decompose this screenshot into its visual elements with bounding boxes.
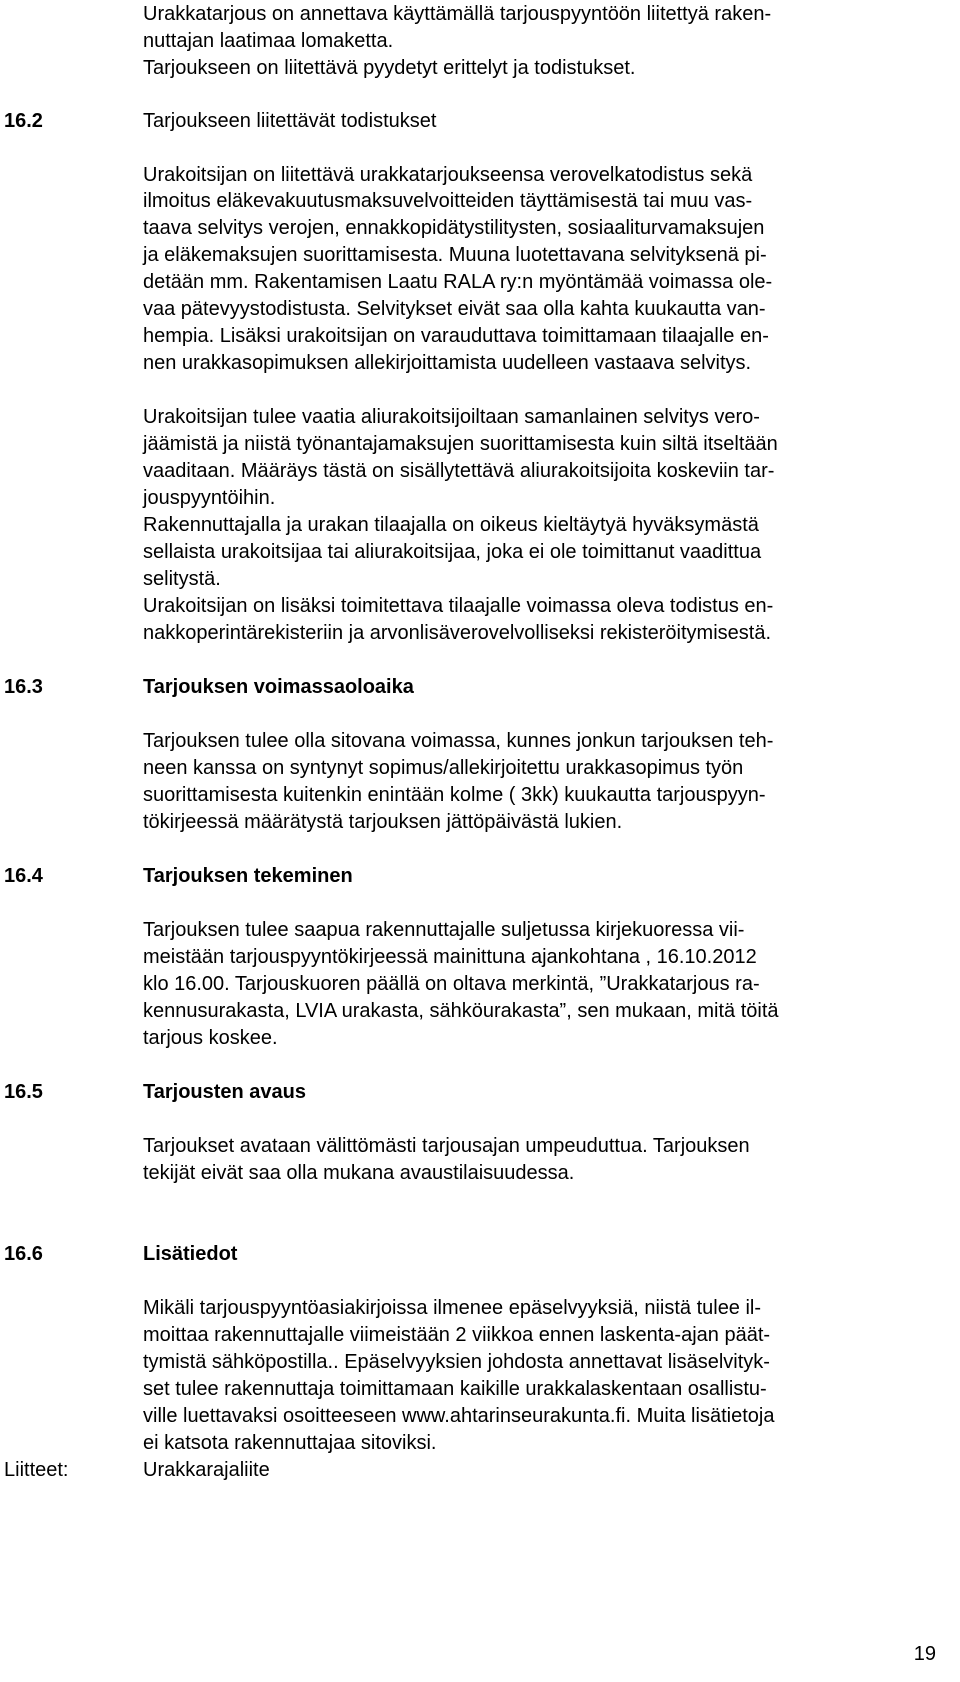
paragraph-line: set tulee rakennuttaja toimittamaan kaikille urakkalaskentaan osallistu-: [143, 1378, 767, 1400]
paragraph-line: nen urakkasopimuksen allekirjoittamista uudelleen vastaava selvitys.: [143, 352, 752, 374]
paragraph-line: ja eläkemaksujen suorittamisesta. Muuna luotettavana selvityksenä pi-: [143, 244, 767, 266]
paragraph-line: tymistä sähköpostilla.. Epäselvyyksien johdosta annettavat lisäselvityk-: [143, 1351, 770, 1373]
paragraph-line: meistään tarjouspyyntökirjeessä mainittuna ajankohtana , 16.10.2012: [143, 946, 757, 968]
section-title: Tarjousten avaus: [143, 1081, 307, 1103]
attachments-label: Liitteet:: [4, 1459, 69, 1481]
paragraph-line: Urakoitsijan on liitettävä urakkatarjoukseensa verovelkatodistus sekä: [143, 164, 753, 186]
paragraph-line: vaaditaan. Määräys tästä on sisällytettävä aliurakoitsijoita koskeviin tar-: [143, 460, 775, 482]
intro-line: nuttajan laatimaa lomaketta.: [143, 30, 394, 52]
paragraph-line: vaa pätevyystodistusta. Selvitykset eivät saa olla kahta kuukautta van-: [143, 298, 766, 320]
paragraph-line: tökirjeessä määrätystä tarjouksen jättöpäivästä lukien.: [143, 811, 623, 833]
intro-line: Urakkatarjous on annettava käyttämällä tarjouspyyntöön liitettyä raken-: [143, 3, 772, 25]
section-title: Tarjouksen voimassaoloaika: [143, 676, 414, 698]
paragraph-line: sellaista urakoitsijaa tai aliurakoitsijaa, joka ei ole toimittanut vaadittua: [143, 541, 762, 563]
attachments-value: Urakkarajaliite: [143, 1459, 270, 1481]
section-title: Tarjouksen tekeminen: [143, 865, 353, 887]
paragraph-line: Tarjouksen tulee olla sitovana voimassa, kunnes jonkun tarjouksen teh-: [143, 730, 774, 752]
paragraph-line: Urakoitsijan tulee vaatia aliurakoitsijoiltaan samanlainen selvitys vero-: [143, 406, 760, 428]
paragraph-line: Urakoitsijan on lisäksi toimitettava tilaajalle voimassa oleva todistus en-: [143, 595, 774, 617]
paragraph-line: hempia. Lisäksi urakoitsijan on varauduttava toimittamaan tilaajalle en-: [143, 325, 769, 347]
paragraph-line: suorittamisesta kuitenkin enintään kolme ( 3kk) kuukautta tarjouspyyn-: [143, 784, 766, 806]
paragraph-line: klo 16.00. Tarjouskuoren päällä on oltava merkintä, ”Urakkatarjous ra-: [143, 973, 760, 995]
paragraph-line: moittaa rakennuttajalle viimeistään 2 viikkoa ennen laskenta-ajan päät-: [143, 1324, 771, 1346]
section-number: 16.3: [4, 676, 43, 698]
paragraph-line: neen kanssa on syntynyt sopimus/allekirjoitettu urakkasopimus työn: [143, 757, 744, 779]
paragraph-line: kennusurakasta, LVIA urakasta, sähköurakasta”, sen mukaan, mitä töitä: [143, 1000, 779, 1022]
paragraph-line: selitystä.: [143, 568, 221, 590]
section-number: 16.5: [4, 1081, 43, 1103]
paragraph-line: jäämistä ja niistä työnantajamaksujen suorittamisesta kuin siltä itseltään: [143, 433, 778, 455]
paragraph-line: nakkoperintärekisteriin ja arvonlisäverovelvolliseksi rekisteröitymisestä.: [143, 622, 772, 644]
section-number: 16.6: [4, 1243, 43, 1265]
paragraph-line: taava selvitys verojen, ennakkopidätystilitysten, sosiaaliturvamaksujen: [143, 217, 765, 239]
paragraph-line: ei katsota rakennuttajaa sitoviksi.: [143, 1432, 437, 1454]
paragraph-line: tekijät eivät saa olla mukana avaustilaisuudessa.: [143, 1162, 575, 1184]
section-number: 16.4: [4, 865, 43, 887]
section-title: Tarjoukseen liitettävät todistukset: [143, 110, 437, 132]
paragraph-line: Rakennuttajalla ja urakan tilaajalla on oikeus kieltäytyä hyväksymästä: [143, 514, 759, 536]
paragraph-line: jouspyyntöihin.: [143, 487, 276, 509]
paragraph-line: Tarjoukset avataan välittömästi tarjousajan umpeuduttua. Tarjouksen: [143, 1135, 750, 1157]
page-number: 19: [913, 1643, 936, 1665]
section-number: 16.2: [4, 110, 43, 132]
paragraph-line: Tarjouksen tulee saapua rakennuttajalle suljetussa kirjekuoressa vii-: [143, 919, 745, 941]
paragraph-line: detään mm. Rakentamisen Laatu RALA ry:n myöntämää voimassa ole-: [143, 271, 773, 293]
paragraph-line: ilmoitus eläkevakuutusmaksuvelvoitteiden täyttämisestä tai muu vas-: [143, 190, 753, 212]
paragraph-line: ville luettavaksi osoitteeseen www.ahtarinseurakunta.fi. Muita lisätietoja: [143, 1405, 775, 1427]
intro-line: Tarjoukseen on liitettävä pyydetyt erittelyt ja todistukset.: [143, 57, 636, 79]
section-title: Lisätiedot: [143, 1243, 238, 1265]
paragraph-line: tarjous koskee.: [143, 1027, 278, 1049]
paragraph-line: Mikäli tarjouspyyntöasiakirjoissa ilmenee epäselvyyksiä, niistä tulee il-: [143, 1297, 762, 1319]
